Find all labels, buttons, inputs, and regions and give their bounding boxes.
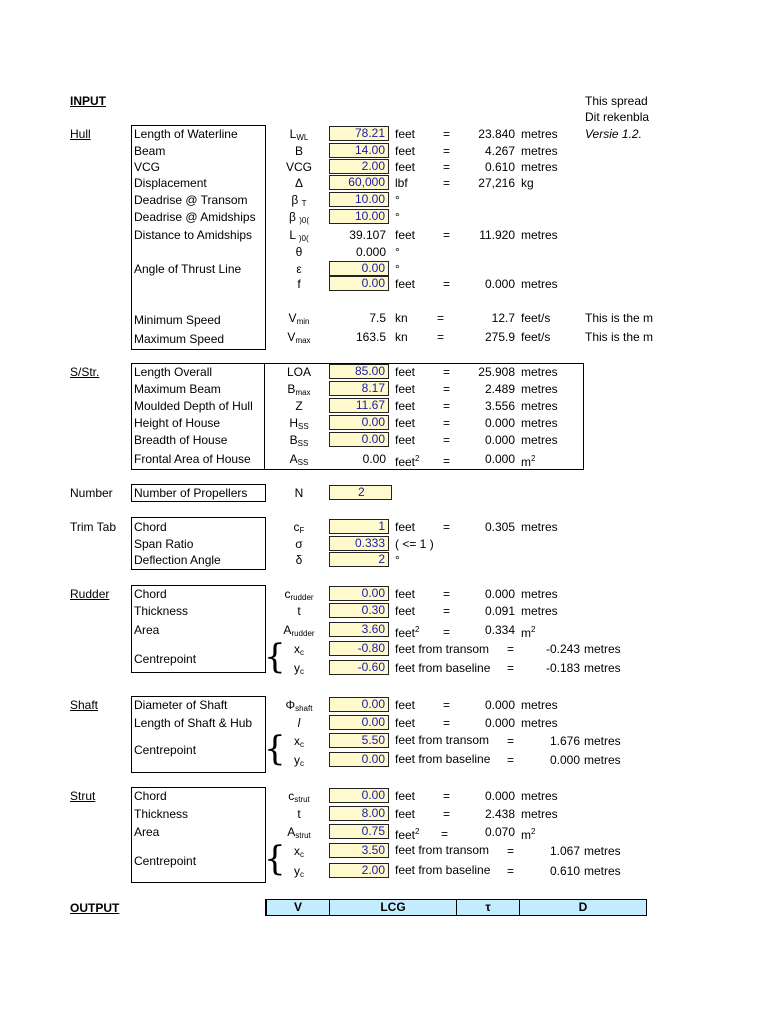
shaft-diameter-input[interactable]: 0.00 — [329, 697, 389, 712]
trimtab-label: Span Ratio — [134, 537, 194, 551]
converted-unit: metres — [521, 789, 558, 803]
converted-unit: metres — [521, 716, 558, 730]
trimtab-span-ratio-input[interactable]: 0.333 — [329, 536, 389, 551]
section-strut: Strut — [70, 789, 96, 803]
converted-value: 0.091 — [484, 604, 515, 618]
unit: lbf — [395, 176, 408, 190]
output-header-d: D — [519, 899, 647, 916]
unit: feet — [395, 807, 416, 821]
equals: = — [507, 844, 515, 858]
converted-value: 4.267 — [484, 144, 515, 158]
rudder-symbol: $c_{rudder}$ — [284, 587, 314, 602]
equals: = — [443, 698, 451, 712]
unit: feet — [395, 399, 416, 413]
converted-value: 2.489 — [484, 382, 515, 396]
strut-label: Area — [134, 825, 160, 839]
unit: feet — [395, 716, 416, 730]
strut-symbol: $x_c$ — [294, 844, 304, 859]
converted-value: 275.9 — [484, 330, 515, 344]
unit: ° — [395, 262, 400, 276]
equals: = — [507, 734, 515, 748]
converted-value: 27,216 — [478, 176, 515, 190]
equals: = — [507, 661, 515, 675]
equals: = — [443, 228, 451, 242]
equals: = — [443, 807, 451, 821]
hull-symbol: β $_{)0(}$ — [288, 210, 310, 225]
sstr-label: Breadth of House — [134, 433, 228, 447]
equals: = — [507, 753, 515, 767]
section-sstr: S/Str. — [70, 365, 100, 379]
strut-centrepoint-label: Centrepoint — [134, 854, 197, 868]
sstr-label: Maximum Beam — [134, 382, 221, 396]
unit: ° — [395, 210, 400, 224]
converted-value: -0.183 — [545, 661, 580, 675]
number-symbol: N — [294, 486, 304, 500]
converted-unit: metres — [521, 520, 558, 534]
shaft-symbol: $\Phi_{shaft}$ — [285, 698, 313, 713]
converted-unit: metres — [521, 365, 558, 379]
speed-note: This is the m — [585, 330, 654, 344]
shaft-symbol: $y_c$ — [294, 753, 304, 768]
equals: = — [507, 864, 515, 878]
converted-unit: metres — [521, 382, 558, 396]
converted-unit: $m^2$ — [521, 827, 536, 842]
converted-unit: metres — [521, 433, 558, 447]
converted-value: 0.000 — [484, 452, 515, 466]
unit: feet — [395, 160, 416, 174]
calculated-value: 0.00 — [362, 452, 386, 466]
hull-thrust-angle-input[interactable]: 0.00 — [329, 261, 389, 276]
unit: feet from transom — [395, 642, 490, 656]
calculated-value: 0.000 — [355, 245, 386, 259]
equals: = — [437, 311, 445, 325]
unit: ° — [395, 553, 400, 567]
hull-lwl-input[interactable]: 78.21 — [329, 126, 389, 141]
hull-symbol: f — [297, 277, 301, 291]
unit: feet — [395, 604, 416, 618]
converted-value: 2.438 — [484, 807, 515, 821]
equals: = — [443, 144, 451, 158]
strut-thickness-input[interactable]: 8.00 — [329, 806, 389, 821]
converted-value: 0.610 — [484, 160, 515, 174]
hull-label: Deadrise @ Amidships — [134, 210, 256, 224]
shaft-symbol: l — [297, 716, 301, 730]
strut-symbol: $y_c$ — [294, 864, 304, 879]
converted-unit: metres — [584, 734, 621, 748]
converted-value: 0.305 — [484, 520, 515, 534]
shaft-label: Length of Shaft & Hub — [134, 716, 253, 730]
converted-value: 0.000 — [484, 698, 515, 712]
unit: feet — [395, 277, 416, 291]
rudder-label: Area — [134, 623, 160, 637]
hull-label: Minimum Speed — [134, 313, 221, 327]
unit: feet — [395, 416, 416, 430]
unit: feet from baseline — [395, 863, 491, 877]
converted-value: 0.000 — [549, 753, 580, 767]
shaft-centrepoint-label: Centrepoint — [134, 743, 197, 757]
equals: = — [441, 827, 449, 841]
hull-symbol: B — [294, 144, 303, 158]
hull-symbol: L $_{)0(}$ — [289, 228, 309, 243]
converted-value: 0.610 — [549, 864, 580, 878]
section-hull: Hull — [70, 127, 91, 141]
output-header-tau: τ — [456, 899, 520, 916]
hull-symbol: VCG — [285, 160, 312, 174]
trimtab-chord-input[interactable]: 1 — [329, 519, 389, 534]
converted-unit: metres — [521, 587, 558, 601]
unit: feet — [395, 520, 416, 534]
hull-beam-input[interactable]: 14.00 — [329, 143, 389, 158]
trimtab-symbol: $c_F$ — [293, 520, 305, 535]
converted-unit: metres — [521, 160, 558, 174]
converted-value: 0.000 — [484, 789, 515, 803]
sstr-symbol: LOA — [286, 365, 311, 379]
unit: feet — [395, 144, 416, 158]
unit: feet$^2$ — [395, 454, 420, 469]
trimtab-symbol: σ — [295, 537, 303, 551]
rudder-label: Chord — [134, 587, 167, 601]
equals: = — [443, 604, 451, 618]
converted-value: 1.676 — [549, 734, 580, 748]
hull-symbol: Δ — [294, 176, 303, 190]
converted-value: 23.840 — [478, 127, 515, 141]
converted-unit: metres — [521, 144, 558, 158]
converted-value: 0.000 — [484, 587, 515, 601]
converted-unit: metres — [584, 864, 621, 878]
sstr-symbol: $B_{max}$ — [287, 382, 311, 397]
equals: = — [443, 520, 451, 534]
strut-xc-input[interactable]: 3.50 — [329, 843, 389, 858]
converted-unit: metres — [584, 642, 621, 656]
section-shaft: Shaft — [70, 698, 99, 712]
converted-unit: metres — [521, 604, 558, 618]
hull-symbol: ε — [296, 262, 302, 276]
shaft-length-input[interactable]: 0.00 — [329, 715, 389, 730]
rudder-symbol: t — [297, 604, 301, 618]
converted-unit: feet/s — [521, 330, 551, 344]
rudder-symbol: $A_{rudder}$ — [283, 623, 315, 638]
equals: = — [443, 160, 451, 174]
converted-unit: metres — [521, 807, 558, 821]
hull-displacement-input[interactable]: 60,000 — [329, 175, 389, 190]
unit: feet$^2$ — [395, 827, 420, 842]
converted-value: 1.067 — [549, 844, 580, 858]
equals: = — [443, 399, 451, 413]
sstr-label: Frontal Area of House — [134, 452, 251, 466]
hull-label: Angle of Thrust Line — [134, 262, 242, 276]
rudder-yc-input[interactable]: -0.60 — [329, 660, 389, 675]
number-label: Number of Propellers — [134, 486, 248, 500]
hull-deadrise-transom-input[interactable]: 10.00 — [329, 192, 389, 207]
converted-unit: metres — [584, 661, 621, 675]
unit: feet — [395, 365, 416, 379]
converted-unit: metres — [521, 277, 558, 291]
unit: feet from transom — [395, 843, 490, 857]
trimtab-deflection-input[interactable]: 2 — [329, 552, 389, 567]
hull-symbol: β $_T$ — [291, 193, 307, 208]
note-line-1: This spread — [585, 94, 648, 108]
input-title: INPUT — [70, 94, 106, 108]
hull-label: Maximum Speed — [134, 332, 225, 346]
hull-vcg-input[interactable]: 2.00 — [329, 159, 389, 174]
equals: = — [443, 277, 451, 291]
hull-label: Length of Waterline — [134, 127, 238, 141]
unit: feet — [395, 382, 416, 396]
unit: feet from baseline — [395, 661, 491, 675]
sstr-loa-input[interactable]: 85.00 — [329, 364, 389, 379]
sstr-label: Length Overall — [134, 365, 213, 379]
equals: = — [507, 642, 515, 656]
sstr-symbol: Z — [295, 399, 303, 413]
converted-value: 0.000 — [484, 716, 515, 730]
sstr-symbol: $H_{SS}$ — [289, 416, 309, 431]
sstr-label: Moulded Depth of Hull — [134, 399, 253, 413]
sstr-label: Height of House — [134, 416, 221, 430]
unit: feet from baseline — [395, 752, 491, 766]
converted-value: 11.920 — [479, 228, 515, 242]
equals: = — [443, 416, 451, 430]
converted-value: 0.000 — [484, 416, 515, 430]
rudder-symbol: $x_c$ — [294, 642, 304, 657]
note-line-2: Dit rekenbla — [585, 110, 650, 124]
rudder-thickness-input[interactable]: 0.30 — [329, 603, 389, 618]
unit: feet — [395, 698, 416, 712]
converted-unit: metres — [521, 399, 558, 413]
converted-unit: feet/s — [521, 311, 551, 325]
section-rudder: Rudder — [70, 587, 110, 601]
unit: kn — [395, 311, 408, 325]
strut-area-input[interactable]: 0.75 — [329, 824, 389, 839]
equals: = — [443, 789, 451, 803]
propellers-input[interactable]: 2 — [329, 485, 392, 500]
converted-value: 0.070 — [484, 825, 515, 839]
converted-unit: metres — [584, 844, 621, 858]
unit: ° — [395, 245, 400, 259]
hull-symbol: θ — [295, 245, 303, 259]
converted-value: 0.000 — [484, 433, 515, 447]
shaft-xc-input[interactable]: 5.50 — [329, 733, 389, 748]
unit: feet — [395, 587, 416, 601]
strut-yc-input[interactable]: 2.00 — [329, 863, 389, 878]
equals: = — [443, 365, 451, 379]
trimtab-label: Chord — [134, 520, 167, 534]
shaft-label: Diameter of Shaft — [134, 698, 228, 712]
brace-icon: { — [264, 637, 286, 677]
rudder-xc-input[interactable]: -0.80 — [329, 641, 389, 656]
equals: = — [437, 330, 445, 344]
trimtab-label: Deflection Angle — [134, 553, 221, 567]
equals: = — [443, 127, 451, 141]
unit: feet from transom — [395, 733, 490, 747]
section-trimtab: Trim Tab — [70, 520, 117, 534]
converted-unit: metres — [521, 698, 558, 712]
calculated-value: 39.107 — [349, 228, 386, 242]
equals: = — [443, 176, 451, 190]
strut-symbol: t — [297, 807, 301, 821]
brace-icon: { — [264, 839, 286, 879]
speed-note: This is the m — [585, 311, 654, 325]
converted-value: 12.7 — [491, 311, 515, 325]
rudder-chord-input[interactable]: 0.00 — [329, 586, 389, 601]
unit: feet — [395, 228, 416, 242]
unit: feet — [395, 127, 416, 141]
shaft-symbol: $x_c$ — [294, 734, 304, 749]
section-number: Number — [70, 486, 113, 500]
rudder-centrepoint-label: Centrepoint — [134, 652, 197, 666]
converted-value: 0.000 — [484, 277, 515, 291]
equals: = — [443, 454, 451, 468]
output-title: OUTPUT — [70, 901, 120, 915]
strut-symbol: $A_{strut}$ — [287, 825, 311, 840]
converted-value: 0.334 — [484, 623, 515, 637]
output-header-lcg: LCG — [329, 899, 457, 916]
strut-label: Thickness — [134, 807, 189, 821]
calculated-value: 7.5 — [369, 311, 386, 325]
hull-label: Displacement — [134, 176, 207, 190]
strut-chord-input[interactable]: 0.00 — [329, 788, 389, 803]
unit: feet$^2$ — [395, 625, 420, 640]
hull-label: VCG — [134, 160, 161, 174]
converted-unit: metres — [521, 127, 558, 141]
shaft-yc-input[interactable]: 0.00 — [329, 752, 389, 767]
converted-value: 3.556 — [484, 399, 515, 413]
sstr-house-breadth-input[interactable]: 0.00 — [329, 432, 389, 447]
sstr-symbol: $A_{SS}$ — [289, 452, 309, 467]
converted-unit: metres — [521, 416, 558, 430]
equals: = — [443, 716, 451, 730]
calculated-value: 163.5 — [355, 330, 386, 344]
hull-label: Deadrise @ Transom — [134, 193, 248, 207]
rudder-symbol: $y_c$ — [294, 661, 304, 676]
sstr-symbol: $B_{SS}$ — [289, 433, 309, 448]
converted-unit: $m^2$ — [521, 625, 536, 640]
unit: ° — [395, 193, 400, 207]
hull-symbol: $L_{WL}$ — [289, 127, 309, 142]
strut-label: Chord — [134, 789, 167, 803]
equals: = — [443, 625, 451, 639]
output-header-v: V — [265, 899, 330, 916]
equals: = — [443, 587, 451, 601]
converted-value: -0.243 — [545, 642, 580, 656]
brace-icon: { — [264, 729, 286, 769]
unit: feet — [395, 789, 416, 803]
version-note: Versie 1.2. — [585, 127, 642, 141]
hull-symbol: $V_{min}$ — [288, 311, 310, 326]
strut-symbol: $c_{strut}$ — [288, 789, 310, 804]
hull-label: Beam — [134, 144, 166, 158]
converted-value: 25.908 — [478, 365, 515, 379]
sstr-moulded-depth-input[interactable]: 11.67 — [329, 398, 389, 413]
unit: feet — [395, 433, 416, 447]
equals: = — [443, 433, 451, 447]
converted-unit: metres — [521, 228, 558, 242]
converted-unit: metres — [584, 753, 621, 767]
rudder-label: Thickness — [134, 604, 189, 618]
hull-f-input[interactable]: 0.00 — [329, 276, 389, 291]
converted-unit: $m^2$ — [521, 454, 536, 469]
equals: = — [443, 382, 451, 396]
unit: kn — [395, 330, 408, 344]
hull-symbol: $V_{max}$ — [287, 330, 311, 345]
sstr-max-beam-input[interactable]: 8.17 — [329, 381, 389, 396]
unit: ( <= 1 ) — [395, 537, 434, 551]
sstr-house-height-input[interactable]: 0.00 — [329, 415, 389, 430]
hull-label: Distance to Amidships — [134, 228, 253, 242]
converted-unit: kg — [521, 176, 534, 190]
rudder-area-input[interactable]: 3.60 — [329, 622, 389, 637]
hull-deadrise-amidships-input[interactable]: 10.00 — [329, 209, 389, 224]
trimtab-symbol: δ — [295, 553, 303, 567]
